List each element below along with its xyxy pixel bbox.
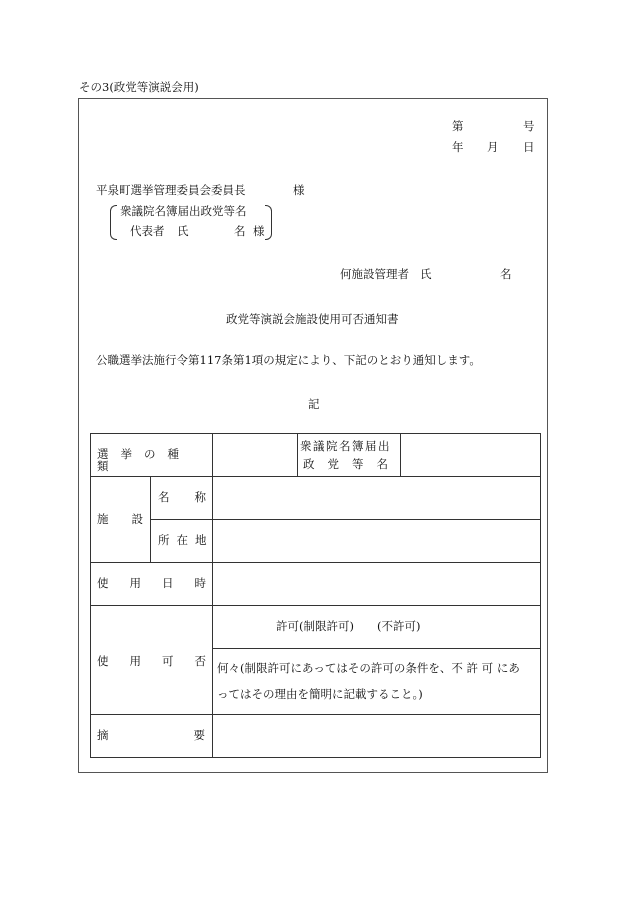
facility-location-label: 所在地 — [158, 533, 214, 547]
usage-datetime-label: 使用日時 — [97, 576, 227, 590]
representative-mei: 名 — [234, 224, 246, 238]
date-day: 日 — [523, 140, 535, 154]
election-type-label — [97, 449, 205, 472]
party-name-label-line1: 衆議院名簿届出 — [300, 439, 391, 453]
left-brace — [110, 205, 117, 240]
party-name-label: 衆議院名簿届出政党等名 — [120, 204, 247, 218]
facility-manager-label: 何施設管理者 — [340, 267, 409, 281]
party-name-label-line2: 政党等名 — [303, 457, 401, 471]
body-text: 公職選挙法施行令第117条第1項の規定により、下記のとおり通知します。 — [96, 353, 481, 367]
representative-label: 代表者 — [130, 224, 165, 238]
form-label: その3(政党等演説会用) — [79, 80, 199, 94]
number-dai: 第 — [452, 119, 464, 133]
right-brace — [265, 205, 272, 240]
approval-note-line1: 何々(制限許可にあってはその許可の条件を、不 許 可 にあ — [217, 661, 520, 675]
addressee-committee-chair: 平泉町選挙管理委員会委員長 — [96, 183, 246, 197]
document-title: 政党等演説会施設使用可否通知書 — [226, 312, 399, 326]
approval-label: 使用可否 — [97, 654, 227, 668]
addressee-sama: 様 — [293, 183, 305, 197]
facility-manager-mei: 名 — [500, 267, 512, 281]
representative-sama: 様 — [253, 224, 265, 238]
number-go: 号 — [523, 119, 535, 133]
summary-label: 摘要 — [97, 728, 290, 742]
ki-mark: 記 — [308, 397, 320, 411]
election-type-text: 選挙の種類 — [97, 447, 191, 473]
date-year: 年 — [452, 140, 464, 154]
approval-note-line2: ってはその理由を簡明に記載すること。) — [217, 687, 423, 701]
facility-label: 施設 — [97, 512, 166, 526]
facility-manager-shi: 氏 — [420, 267, 432, 281]
representative-shi: 氏 — [177, 224, 189, 238]
facility-name-label: 名称 — [158, 490, 231, 504]
date-month: 月 — [487, 140, 499, 154]
approval-options: 許可(制限許可) (不許可) — [276, 619, 421, 633]
